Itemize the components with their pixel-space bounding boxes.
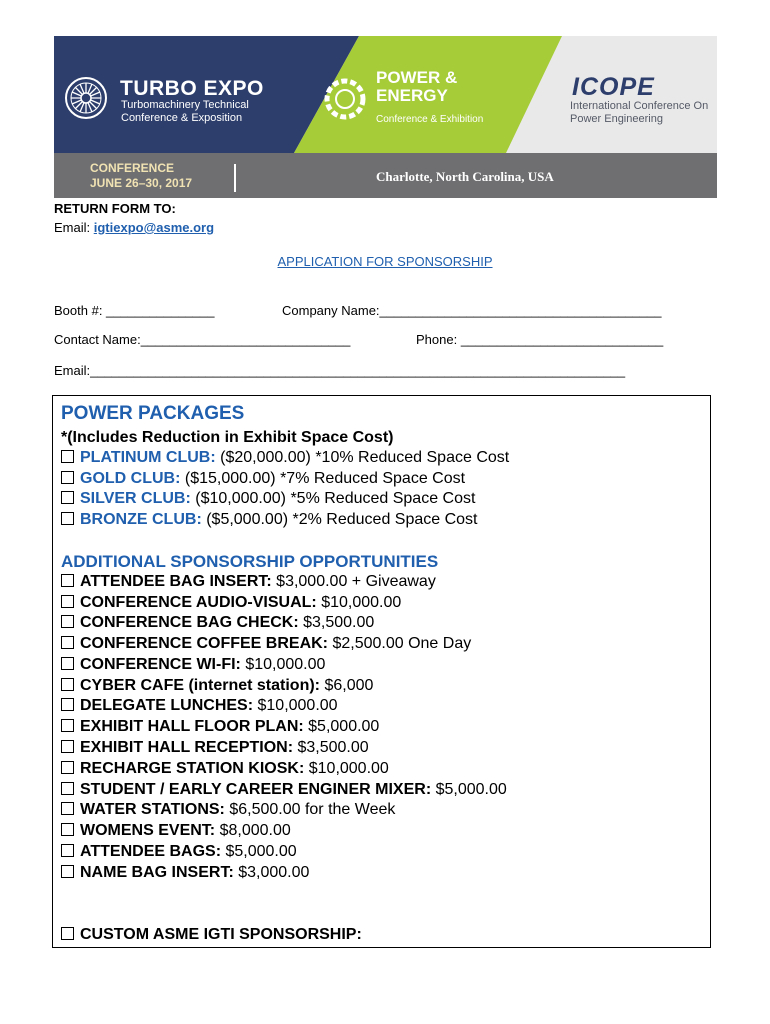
power-energy-ring-icon: [322, 76, 368, 122]
option-name: ATTENDEE BAG INSERT:: [80, 573, 272, 590]
option-name: DELEGATE LUNCHES:: [80, 697, 254, 714]
option-attendee-bags[interactable]: [61, 843, 297, 861]
package-name: GOLD CLUB:: [80, 470, 181, 487]
option-name: CONFERENCE AUDIO-VISUAL:: [80, 594, 317, 611]
option-conference-coffee-break[interactable]: [61, 635, 471, 653]
checkbox[interactable]: [61, 761, 74, 774]
phone-field[interactable]: Phone: ____________________________: [416, 332, 664, 347]
option-price: $3,500.00: [293, 739, 369, 756]
option-student-early-career-mixer[interactable]: [61, 781, 507, 799]
checkbox[interactable]: [61, 512, 74, 525]
option-exhibit-hall-reception[interactable]: [61, 739, 369, 757]
option-name: EXHIBIT HALL FLOOR PLAN:: [80, 718, 304, 735]
turbine-icon: [64, 76, 108, 120]
power-energy-subtitle: Conference & Exhibition: [376, 114, 484, 125]
booth-field[interactable]: Booth #: _______________: [54, 303, 215, 318]
checkbox[interactable]: [61, 740, 74, 753]
option-name: ATTENDEE BAGS:: [80, 843, 222, 860]
return-email-line: [54, 220, 214, 235]
option-attendee-bag-insert[interactable]: [61, 573, 436, 591]
package-detail: ($20,000.00) *10% Reduced Space Cost: [215, 449, 510, 466]
checkbox[interactable]: [61, 698, 74, 711]
option-custom-sponsorship[interactable]: [61, 926, 362, 944]
option-price: $3,000.00 + Giveaway: [271, 573, 436, 590]
option-recharge-station-kiosk[interactable]: [61, 760, 389, 778]
option-price: $3,500.00: [298, 614, 375, 631]
icope-subtitle: International Conference On Power Engineering: [570, 100, 709, 125]
package-detail: ($10,000.00) *5% Reduced Space Cost: [190, 490, 476, 507]
option-price: $5,000.00: [431, 781, 507, 798]
conference-date: JUNE 26–30, 2017: [90, 176, 193, 190]
package-name: BRONZE CLUB:: [80, 511, 202, 528]
option-name: CUSTOM ASME IGTI SPONSORSHIP:: [80, 926, 362, 943]
additional-opportunities-heading: ADDITIONAL SPONSORSHIP OPPORTUNITIES: [61, 552, 439, 571]
contact-name-field[interactable]: Contact Name:_____________________________: [54, 332, 351, 347]
option-water-stations[interactable]: [61, 801, 395, 819]
package-detail: ($5,000.00) *2% Reduced Space Cost: [201, 511, 478, 528]
option-price: $5,000.00: [303, 718, 380, 735]
option-price: $10,000.00: [253, 697, 338, 714]
turbo-expo-subtitle: Turbomachinery Technical Conference & Exposition: [121, 99, 249, 124]
checkbox[interactable]: [61, 782, 74, 795]
checkbox[interactable]: [61, 491, 74, 504]
option-womens-event[interactable]: [61, 822, 291, 840]
option-price: $10,000.00: [316, 594, 402, 611]
option-delegate-lunches[interactable]: [61, 697, 338, 715]
option-conference-audio-visual[interactable]: [61, 594, 401, 612]
option-price: $2,500.00 One Day: [328, 635, 472, 652]
option-price: $10,000.00: [240, 656, 326, 673]
package-option-gold[interactable]: [61, 470, 465, 488]
option-price: $5,000.00: [221, 843, 297, 860]
option-name: CONFERENCE BAG CHECK:: [80, 614, 299, 631]
option-name: CYBER CAFE (internet station):: [80, 677, 320, 694]
return-email-link[interactable]: igtiexpo@asme.org: [93, 220, 215, 235]
checkbox[interactable]: [61, 678, 74, 691]
power-energy-title: POWER & ENERGY: [376, 68, 458, 105]
power-packages-heading: POWER PACKAGES: [61, 403, 245, 424]
checkbox[interactable]: [61, 636, 74, 649]
checkbox[interactable]: [61, 574, 74, 587]
package-option-silver[interactable]: [61, 490, 475, 508]
page-title: APPLICATION FOR SPONSORSHIP: [277, 254, 493, 269]
option-conference-wifi[interactable]: [61, 656, 325, 674]
checkbox[interactable]: [61, 802, 74, 815]
package-name: SILVER CLUB:: [80, 490, 191, 507]
option-conference-bag-check[interactable]: [61, 614, 374, 632]
checkbox[interactable]: [61, 471, 74, 484]
option-price: $6,500.00 for the Week: [224, 801, 396, 818]
option-name: NAME BAG INSERT:: [80, 864, 234, 881]
option-name: CONFERENCE WI-FI:: [80, 656, 241, 673]
conference-label: CONFERENCE: [90, 161, 175, 175]
checkbox[interactable]: [61, 844, 74, 857]
option-price: $10,000.00: [304, 760, 389, 777]
checkbox[interactable]: [61, 823, 74, 836]
checkbox[interactable]: [61, 657, 74, 670]
turbo-expo-title: TURBO EXPO: [120, 77, 264, 100]
option-price: $3,000.00: [233, 864, 310, 881]
option-name: CONFERENCE COFFEE BREAK:: [80, 635, 329, 652]
option-exhibit-hall-floor-plan[interactable]: [61, 718, 379, 736]
packages-note: *(Includes Reduction in Exhibit Space Cost): [61, 429, 394, 446]
package-option-bronze[interactable]: [61, 511, 478, 529]
option-name: EXHIBIT HALL RECEPTION:: [80, 739, 294, 756]
checkbox[interactable]: [61, 865, 74, 878]
option-price: $6,000: [320, 677, 374, 694]
icope-logo: ICOPE: [572, 73, 655, 101]
sponsorship-options-box: [52, 395, 711, 948]
package-option-platinum[interactable]: [61, 449, 509, 467]
package-detail: ($15,000.00) *7% Reduced Space Cost: [180, 470, 466, 487]
event-banner: [54, 36, 717, 198]
option-cyber-cafe[interactable]: [61, 677, 373, 695]
option-price: $8,000.00: [215, 822, 291, 839]
return-form-label: RETURN FORM TO:: [54, 201, 176, 216]
banner-divider: [234, 164, 236, 192]
email-field[interactable]: Email:__________________________________________________________________________: [54, 363, 626, 378]
checkbox[interactable]: [61, 615, 74, 628]
checkbox[interactable]: [61, 719, 74, 732]
company-name-field[interactable]: Company Name:_______________________________________: [282, 303, 662, 318]
option-name-bag-insert[interactable]: [61, 864, 309, 882]
option-name: WATER STATIONS:: [80, 801, 225, 818]
checkbox[interactable]: [61, 927, 74, 940]
option-name: RECHARGE STATION KIOSK:: [80, 760, 305, 777]
option-name: WOMENS EVENT:: [80, 822, 216, 839]
option-name: STUDENT / EARLY CAREER ENGINER MIXER:: [80, 781, 432, 798]
package-name: PLATINUM CLUB:: [80, 449, 216, 466]
email-label: Email:: [54, 220, 94, 235]
checkbox[interactable]: [61, 450, 74, 463]
event-location: Charlotte, North Carolina, USA: [376, 169, 554, 184]
checkbox[interactable]: [61, 595, 74, 608]
